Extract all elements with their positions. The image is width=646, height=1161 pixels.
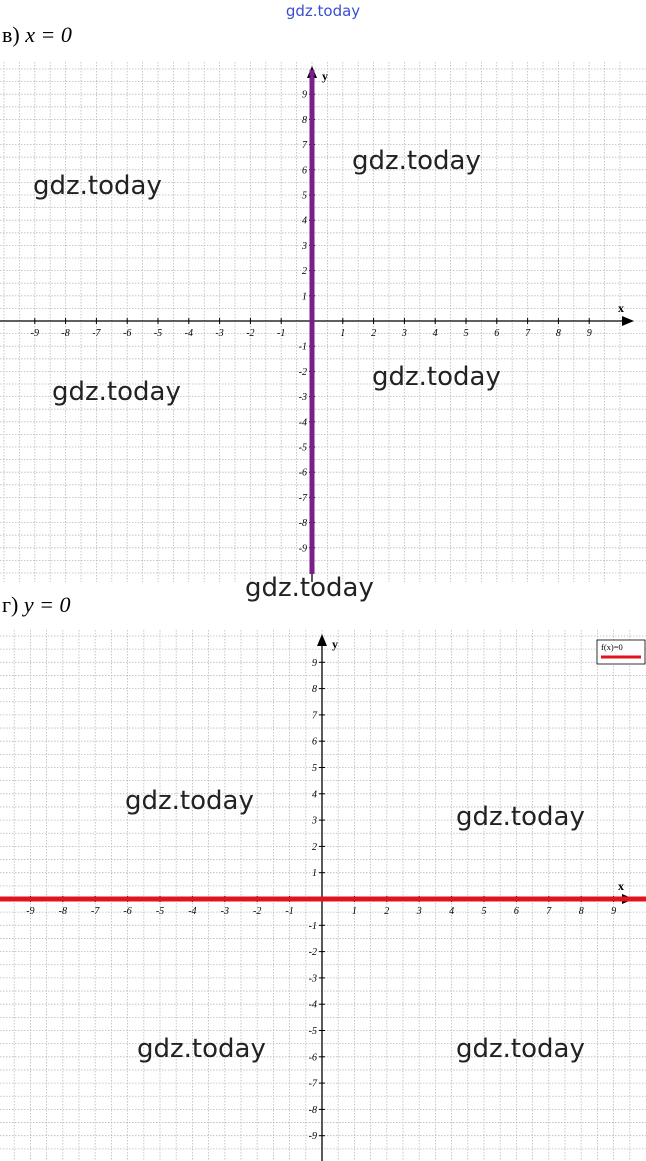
y-tick-label: 3 [312,815,317,827]
y-tick-label: 6 [312,736,317,748]
x-tick-label: 3 [401,328,407,339]
x-tick-label: -9 [26,906,35,917]
x-axis-arrow [622,316,634,326]
x-tick-label: -6 [123,328,132,339]
y-tick-label: 4 [302,215,307,227]
y-tick-label: 5 [312,763,317,774]
y-tick-label: -1 [308,920,317,932]
y-tick-label: -4 [298,417,307,429]
y-tick-label: -7 [308,1078,317,1090]
y-tick-label: -7 [298,492,307,504]
panel2-prefix: г) [2,592,19,617]
x-tick-label: -4 [188,906,197,917]
y-tick-label: -5 [298,442,307,454]
x-tick-label: -1 [277,328,286,339]
panel1-label [2,22,72,48]
y-tick-label: 1 [302,291,307,303]
watermark: gdz.today [456,1034,585,1064]
y-axis-label: y [322,69,328,83]
x-tick-label: 4 [432,328,438,339]
y-tick-label: 9 [312,657,317,669]
panel2-equation: y = 0 [23,592,71,617]
plot-area [0,62,646,582]
x-tick-label: 3 [416,906,422,917]
y-tick-label: -5 [308,1026,317,1037]
panel1-prefix: в) [2,22,20,47]
x-tick-label: -3 [220,906,229,917]
plot-area [0,630,646,1161]
x-tick-label: -6 [123,906,132,917]
x-tick-label: 5 [463,328,469,339]
x-tick-label: -4 [184,328,193,339]
watermark: gdz.today [456,802,585,832]
x-tick-label: -7 [92,328,101,339]
panel2-label [2,592,70,618]
x-tick-label: 1 [340,328,346,339]
x-tick-label: 6 [513,906,519,917]
x-axis-label: x [618,879,624,893]
y-tick-label: 3 [302,240,307,252]
x-tick-label: 1 [351,906,357,917]
y-tick-label: -3 [308,973,317,985]
x-tick-label: 7 [525,328,531,339]
y-tick-label: 2 [302,266,307,278]
x-tick-label: 2 [371,328,377,339]
y-tick-label: 6 [302,165,307,177]
x-tick-label: -8 [58,906,67,917]
y-tick-label: 7 [302,140,307,152]
legend-entry-label: f(x)=0 [601,642,623,652]
x-tick-label: -8 [61,328,70,339]
x-tick-label: -7 [91,906,100,917]
x-tick-label: 8 [578,906,584,917]
y-tick-label: -1 [298,341,307,353]
y-tick-label: -2 [308,947,317,959]
watermark: gdz.today [352,146,481,176]
top-watermark: gdz.today [285,2,361,20]
y-tick-label: -8 [308,1104,317,1116]
watermark: gdz.today [245,573,374,603]
y-tick-label: 8 [302,114,307,126]
y-tick-label: -6 [308,1052,317,1064]
y-tick-label: -8 [298,518,307,530]
x-tick-label: 4 [449,906,455,917]
y-tick-label: 2 [312,841,317,853]
x-tick-label: 6 [494,328,500,339]
y-tick-label: 9 [302,89,307,101]
watermark: gdz.today [33,171,162,201]
x-tick-label: 2 [384,906,390,917]
legend [597,640,645,664]
watermark: gdz.today [52,377,181,407]
watermark: gdz.today [372,362,501,392]
chart-x-equals-0 [0,62,646,582]
y-tick-label: 5 [302,190,307,202]
x-tick-label: -2 [246,328,255,339]
x-tick-label: 9 [586,328,592,339]
x-tick-label: 9 [611,906,617,917]
y-tick-label: -6 [298,467,307,479]
y-axis-label: y [332,637,338,651]
y-tick-label: 1 [312,868,317,880]
watermark: gdz.today [137,1034,266,1064]
x-tick-label: -9 [30,328,39,339]
grid [0,630,646,1161]
x-tick-label: -3 [215,328,224,339]
x-tick-label: -2 [253,906,262,917]
x-tick-label: 7 [546,906,552,917]
chart-y-equals-0 [0,630,646,1161]
x-tick-label: 5 [481,906,487,917]
y-tick-label: 4 [312,789,317,801]
y-tick-label: -9 [298,543,307,555]
y-tick-label: -4 [308,999,317,1011]
x-axis-label: x [618,301,624,315]
x-tick-label: -5 [155,906,165,917]
x-tick-label: -5 [153,328,163,339]
watermark: gdz.today [125,786,254,816]
y-tick-label: -2 [298,366,307,378]
x-tick-label: 8 [555,328,561,339]
x-tick-label: -1 [285,906,294,917]
y-tick-label: -3 [298,392,307,404]
y-tick-label: -9 [308,1131,317,1143]
y-tick-label: 7 [312,710,317,722]
y-tick-label: 8 [312,684,317,696]
panel1-equation: x = 0 [25,22,72,47]
